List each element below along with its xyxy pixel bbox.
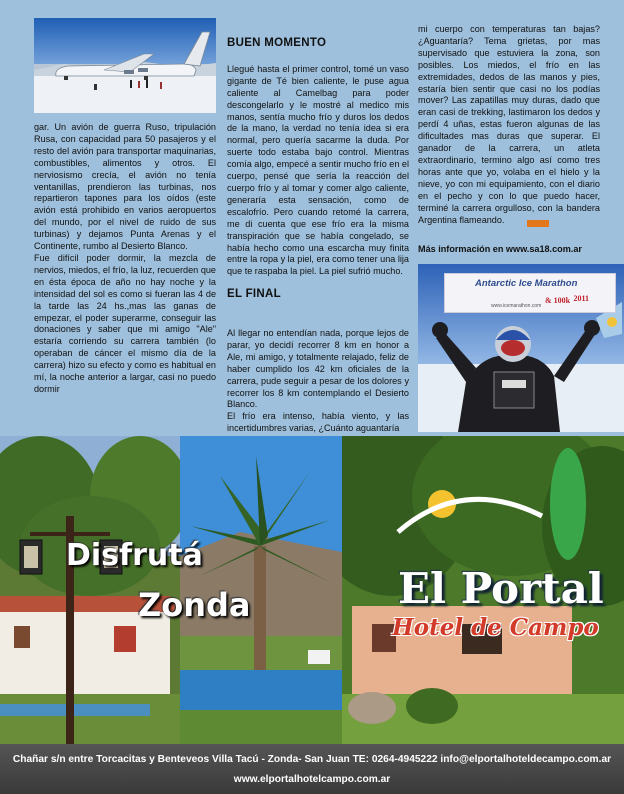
race-banner-url: www.icemarathon.com	[491, 303, 542, 309]
race-banner	[444, 273, 616, 313]
runner-photo	[418, 264, 624, 432]
hotel-brand-subtitle: Hotel de Campo	[392, 614, 599, 641]
ad-website-link[interactable]: www.elportalhotelcampo.com.ar	[233, 774, 391, 785]
section-heading-el-final: EL FINAL	[227, 288, 281, 300]
ad-contact-info[interactable]: Chañar s/n entre Torcacitas y Benteveos Villa Tacú - Zonda- San Juan TE: 0264-4945222 info@elportalhoteldecampo.com.ar	[12, 754, 612, 765]
article-column-2-part-b: Al llegar no entendían nada, porque lejos de parar, yo decidí recorrer 8 km en honor a Ale, mi amigo, y totalmente relajado, feliz de haber cumplido los 42 km oficiales de la carrera, pude seguir a pesar de los dolores y recorrer los 8 km contemplando el Desierto Blanco. El frío era intenso, había viento, y las incertidumbres varias, ¿Cuánto aguantaría	[227, 328, 409, 434]
end-mark	[527, 220, 549, 227]
ad-title-line-1: Disfrutá	[66, 538, 203, 573]
more-info-link[interactable]: Más información en www.sa18.com.ar	[418, 244, 582, 254]
race-banner-title: Antarctic Ice Marathon	[475, 278, 578, 289]
race-banner-year: 2011	[573, 294, 589, 303]
article-column-3: mi cuerpo con temperaturas tan bajas? ¿Aguantaría? Tema grietas, por mas supervisado que estuviera la zona, son posibles. Los miedos, el frío en las extremidades, dedos de las manos y pies, estaría bien sentir que casi no los podías mover? Las zapatillas muy duras, dado que eran casi de trekking, lastimaron los dedos y perdí 4 uñas, estas fueron algunas de las dificultades mas duras que superar. El ganador de la carrera, un atleta extraordinario, termino algo así como tres horas ante que yo, volaba en el hielo y la nieve, yo con mi equipamiento, con el diario en el pecho y con lo que puedo hacer, terminé la carrera orgulloso, con la bandera Argentina flameando.	[418, 24, 600, 225]
hotel-advertisement	[0, 436, 624, 794]
ad-contact-bar	[0, 744, 624, 794]
hotel-brand-name: El Portal	[398, 564, 604, 613]
race-banner-subtitle: & 100k	[545, 296, 571, 305]
article-column-2	[227, 52, 409, 447]
plane-photo	[34, 18, 216, 113]
plane-photo-graphic	[34, 18, 216, 113]
ad-title-line-2: Zonda	[138, 586, 251, 624]
article-column-2-part-a: Llegué hasta el primer control, tomé un vaso gigante de Té bien caliente, le puse agua caliente al Camelbag para poder descongelarlo y le mostré al medico mis manos, sentía mucho frío y duros los dedos de la mano, la verdad no tenía idea si era normal, pero quería sacarme la duda. Por suerte todo estaba bajo control. Mientras comía algo, empecé a sentir mucho frío en el cuerpo, pensé que sería la reacción del cuerpo frío y al tomar y comer algo caliente, generaría esta sensación, como de escalofrío. Pero cuando retomé la carrera, me di cuenta que ese frío era la misma transpiración que se había congelado, se había hecho como una escarcha muy finita entre la ropa y la piel, era como tener una lija que te raspaba la piel. La piel sufrió mucho.	[227, 63, 409, 277]
section-heading-buen-momento: BUEN MOMENTO	[227, 37, 327, 49]
article-column-1: gar. Un avión de guerra Ruso, tripulación Rusa, con capacidad para 50 pasajeros y el resto del avión para transportar maquinarias, combustibles, alimentos y otros. El nerviosismo crecía, el avión no tenía ventanillas, prendieron las turbinas, nos repartieron tapones para los oídos (este avión está prohibido en varios aeropuertos del mundo, por el nivel de ruido de sus turbinas) y dejamos Punta Arenas y el Continente, rumbo al Desierto Blanco. Fue difícil poder dormir, la mezcla de nervios, miedos, el frío, la luz, recuerden que en ésta época de año no hay noche y la intensidad del sol es como si fueran las 4 de la tarde las 24 hs.,mas las ganas de empezar, el poder superarme, conseguir las donaciones y saber que mi amigo "Ale" estaría corriendo su carrera también (lo operaban de cáncer el mismo día de la carrera) hizo su efecto y como es habitual en mí, la noche anterior a largar, casi no puedo dormir	[34, 122, 216, 394]
